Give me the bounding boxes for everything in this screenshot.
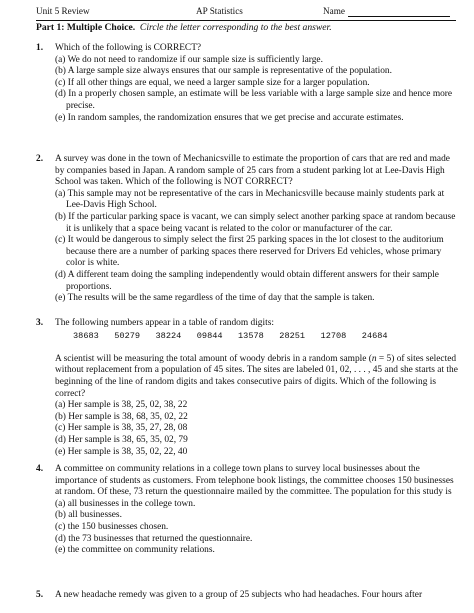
option-b: (b) Her sample is 38, 68, 35, 02, 22 — [55, 411, 188, 422]
question-number: 5. — [36, 590, 44, 600]
option-b: (b) all businesses. — [55, 510, 122, 521]
question-3 — [36, 318, 461, 458]
page-header — [36, 6, 450, 18]
header-divider — [36, 20, 456, 21]
option-a: (a) Her sample is 38, 25, 02, 38, 22 — [55, 400, 188, 411]
option-d: (d) Her sample is 38, 65, 35, 02, 79 — [55, 434, 188, 445]
question-number: 4. — [36, 464, 44, 474]
option-e: (e) Her sample is 38, 35, 02, 22, 40 — [55, 446, 188, 457]
option-e: (e) The results will be the same regardless of the time of day that the sample is taken. — [55, 293, 375, 304]
random-digits-line: 38683 50279 38224 09844 13578 28251 12708 24684 — [73, 330, 388, 341]
question-2 — [36, 154, 461, 305]
name-label: Name — [323, 6, 345, 16]
option-e: (e) In random samples, the randomization ensures that we get precise and accurate estimates. — [55, 112, 404, 123]
option-b: (b) A large sample size always ensures that our sample is representative of the population. — [55, 66, 392, 77]
question-number: 3. — [36, 318, 44, 328]
question-stem: The following numbers appear in a table of random digits: — [55, 318, 274, 328]
question-5 — [36, 590, 461, 602]
option-d: (d) A different team doing the sampling independently would obtain different answers for their sample proportions. — [55, 269, 439, 292]
option-d: (d) the 73 businesses that returned the questionnaire. — [55, 533, 253, 544]
question-4 — [36, 464, 461, 557]
question-stem: Which of the following is CORRECT? — [55, 43, 202, 53]
option-a: (a) This sample may not be representative of the cars in Mechanicsville because mainly students park at Lee-Davis High School. — [55, 188, 445, 211]
part-instruction: Circle the letter corresponding to the best answer. — [139, 22, 332, 33]
unit-label: Unit 5 Review — [36, 6, 90, 16]
question-stem: A survey was done in the town of Mechanicsville to estimate the proportion of cars that are red and made by companies based in Japan. A random sample of 25 cars from a student parking lot at Lee-Davis High School was taken. Which of the following is NOT CORRECT? — [55, 154, 450, 188]
question-scenario: A scientist will be measuring the total amount of woody debris in a random sample (n = 5) of sites selected without replacement from a population of 45 sites. The sites are labeled 01, 02, . . . , 45 and she starts at the beginning of the line of random digits and takes consecutive pairs of digits. Which of the following is correct? — [55, 353, 458, 399]
option-c: (c) It would be dangerous to simply select the first 25 parking spaces in the lot closest to the auditorium because there are a number of parking spaces there reserved for Drivers Ed vehicles, whose primary color is white. — [55, 235, 444, 269]
question-number: 1. — [36, 43, 44, 53]
question-number: 2. — [36, 154, 44, 164]
name-blank-line — [348, 16, 450, 17]
option-c: (c) If all other things are equal, we need a larger sample size for a larger population. — [55, 77, 370, 88]
option-c: (c) the 150 businesses chosen. — [55, 521, 169, 532]
question-stem: A new headache remedy was given to a group of 25 subjects who had headaches. Four hours after — [55, 590, 423, 600]
part-title: Part 1: Multiple Choice. — [36, 22, 136, 33]
part-heading — [36, 22, 332, 33]
course-label: AP Statistics — [196, 6, 243, 16]
option-e: (e) the committee on community relations. — [55, 545, 215, 556]
option-a: (a) all businesses in the college town. — [55, 498, 196, 509]
option-c: (c) Her sample is 38, 35, 27, 28, 08 — [55, 423, 188, 434]
question-1 — [36, 43, 461, 124]
option-d: (d) In a properly chosen sample, an estimate will be less variable with a large sample size and hence more precise. — [55, 89, 453, 111]
option-b: (b) If the particular parking space is vacant, we can simply select another parking space at random because it is unlikely that a space being vacant is related to the color or manufacturer of the car. — [55, 211, 456, 234]
question-stem: A committee on community relations in a college town plans to survey local businesses about the importance of students as customers. From telephone book listings, the committee chooses 150 businesses at random. Of these, 73 return the questionnaire mailed by the committee. The population for this study is — [55, 464, 454, 498]
option-a: (a) We do not need to randomize if our sample size is sufficiently large. — [55, 54, 323, 65]
